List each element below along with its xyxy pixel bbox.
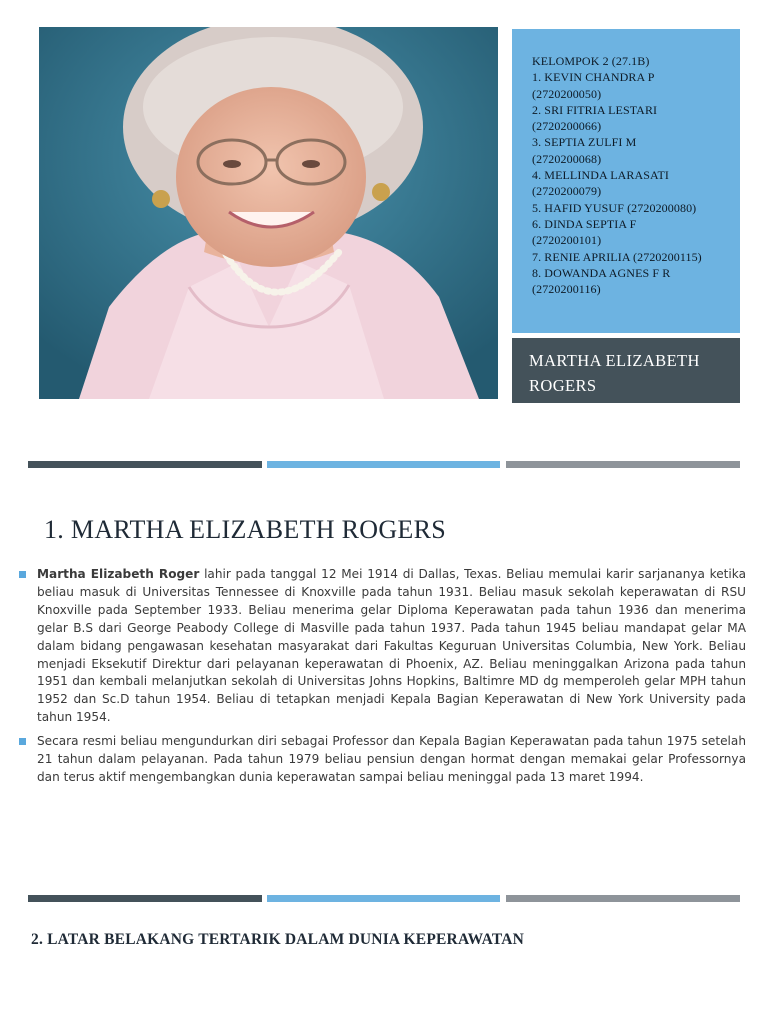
list-item xyxy=(18,566,746,727)
member-line: 3. SEPTIA ZULFI M xyxy=(532,135,637,150)
subject-name-line2: ROGERS xyxy=(529,376,597,395)
biography-paragraph-2: Secara resmi beliau mengundurkan diri sebagai Professor dan Kepala Bagian Keperawatan pada tahun 1975 setelah 21 tahun dalam pelayanan. Pada tahun 1979 beliau pensiun dengan hormat dengan memakai gelar Professornya dan terus aktif mengembangkan dunia keperawatan sampai beliau meninggal pada 13 maret 1994. xyxy=(37,734,746,784)
member-line: (2720200101) xyxy=(532,233,602,248)
list-item xyxy=(18,733,746,787)
member-line: 8. DOWANDA AGNES F R xyxy=(532,265,671,280)
member-line: 6. DINDA SEPTIA F xyxy=(532,216,637,231)
member-line: 4. MELLINDA LARASATI xyxy=(532,168,669,183)
divider-segment-blue xyxy=(267,895,500,902)
member-line: (2720200050) xyxy=(532,86,602,101)
member-line: 1. KEVIN CHANDRA P xyxy=(532,70,655,85)
divider-segment-dark xyxy=(28,895,262,902)
group-members-panel xyxy=(512,29,740,333)
paragraph-text: lahir pada tanggal 12 Mei 1914 di Dallas, Texas. Beliau memulai karir sarjananya ketika beliau masuk di Universitas Tennessee di Knoxville pada tahun 1931. Beliau masuk sekolah keperawatan di RSU Knoxville pada September 1933. Beliau menerima gelar Diploma Keperawatan pada tahun 1936 dan menerima gelar B.S dari George Peabody College di Masville pada tahun 1937. Pada tahun 1945 beliau mandapat gelar MA dalam bidang pengawasan kesehatan masyarakat dari Fakultas Keguruan Universitas Columbia, New York. Beliau menjadi Eksekutif Direktur dari pelayanan keperawatan di Phoenix, AZ. Beliau meninggalkan Arizona pada tahun 1951 dan kembali melanjutkan sekolah di Universitas Johns Hopkins, Baltimre MD dg memperoleh gelar MPH tahun 1952 dan Sc.D tahun 1954. Beliau di tetapkan menjadi Kepala Bagian Keperawatan di New York University pada tahun 1954. xyxy=(37,567,746,725)
slide-divider xyxy=(28,895,740,902)
divider-segment-dark xyxy=(28,461,262,468)
member-line: (2720200066) xyxy=(532,119,602,134)
bullet-square-icon xyxy=(19,738,26,745)
member-line: 2. SRI FITRIA LESTARI xyxy=(532,102,658,117)
biography-list xyxy=(18,566,746,793)
divider-segment-blue xyxy=(267,461,500,468)
divider-segment-gray xyxy=(506,895,740,902)
divider-segment-gray xyxy=(506,461,740,468)
subject-name-bold: Martha Elizabeth Roger xyxy=(37,567,200,581)
member-line: 5. HAFID YUSUF (2720200080) xyxy=(532,200,697,215)
section-heading: 1. MARTHA ELIZABETH ROGERS xyxy=(44,515,447,544)
member-line: (2720200116) xyxy=(532,282,601,297)
biography-paragraph-1 xyxy=(37,566,746,727)
group-title: KELOMPOK 2 (27.1B) xyxy=(532,54,650,68)
bullet-square-icon xyxy=(19,571,26,578)
slide-divider xyxy=(28,461,740,468)
portrait-illustration xyxy=(39,27,498,399)
member-line: (2720200068) xyxy=(532,151,602,166)
subject-name-banner xyxy=(512,338,740,403)
member-line: (2720200079) xyxy=(532,184,602,199)
member-line: 7. RENIE APRILIA (2720200115) xyxy=(532,249,702,264)
subject-name-line1: MARTHA ELIZABETH xyxy=(529,351,700,370)
section-heading-2: 2. LATAR BELAKANG TERTARIK DALAM DUNIA KEPERAWATAN xyxy=(31,931,525,948)
portrait-photo xyxy=(39,27,498,399)
